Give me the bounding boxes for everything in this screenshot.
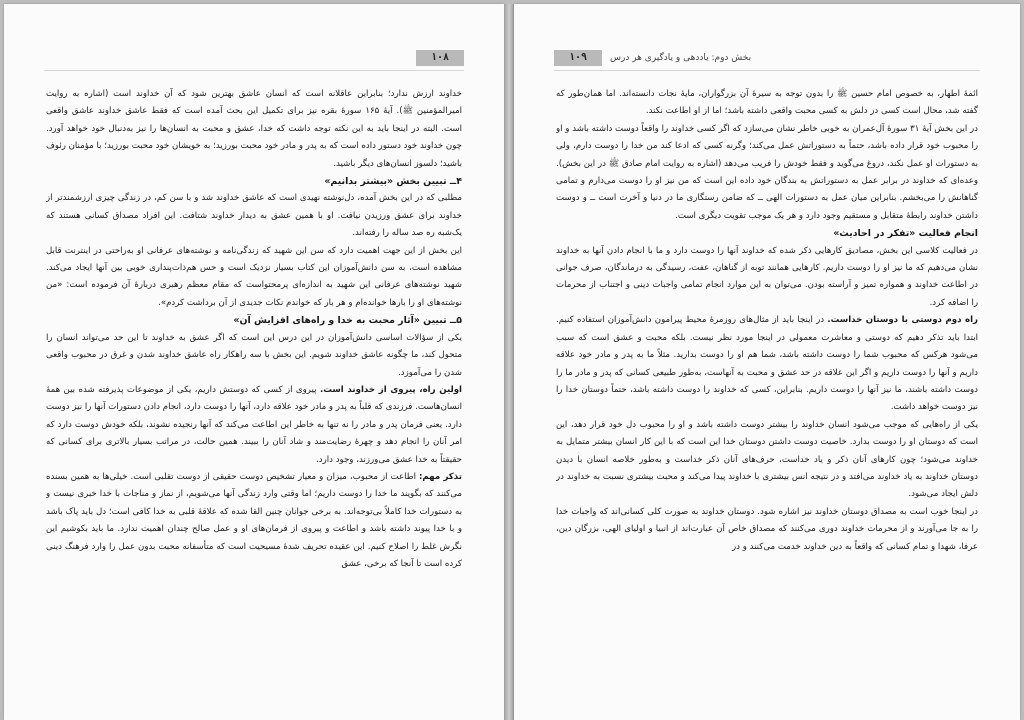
paragraph-text: خداوند ارزش ندارد؛ بنابراین عاقلانه است که انسان عاشق بهترین شود که آن خداوند است (اشاره به روایت امیرالمؤمنین ﷺ). آیهٔ ۱۶۵ سورهٔ بقره نیز برای تکمیل این بحث آمده است که فقط عاشق خداوند عاشق واقعی است. البته در اینجا باید به این نکته توجه داشت که خدا، عشق و محبت به انسان‌ها را نیز به‌دنبال خود خواهد آورد. چون خداوند خود دستور داده است که به پدر و مادر خود محبت بورزید؛ به خویشان خود محبت بورزید؛ با مؤمنان رئوف باشید؛ دلسوز انسان‌های دیگر باشید. [46, 89, 462, 169]
section-heading: ۵ــ تبیین «آثار محبت به خدا و راه‌های افزایش آن» [233, 315, 462, 327]
paragraph [556, 86, 978, 121]
paragraph-text: اطاعت از محبوب، میزان و معیار تشخیص دوست حقیقی از دوست تقلبی است. خیلی‌ها به همین بسنده می‌کنند که بگویند ما خدا را دوست داریم؛ اما وقتی وارد زندگی آنها می‌شویم، از نماز و مناجات با خدا خبری نیست و به دستورات خدا کاملاً بی‌توجه‌اند. به برخی جوانان چنین القا شده که علاقهٔ قلبی به خدا کافی است؛ دل باید پاک باشد و با خدا پیوند داشته باشد و اطاعت و پیروی از فرمان‌های او و عمل صالح چندان اهمیت ندارد. ما باید بکوشیم این نگرش غلط را اصلاح کنیم. این عقیده تحریف شدهٔ مسیحیت است که متأسفانه محبت بدون عمل را وارد فرهنگ دینی کرده است تا آنجا که برخی، عشق [46, 471, 462, 569]
paragraph [556, 417, 978, 504]
paragraph [46, 243, 462, 313]
paragraph [46, 469, 462, 573]
right-page-body [556, 86, 978, 710]
left-page-header [44, 50, 464, 71]
running-head: بخش دوم: یاددهی و یادگیری هر درس [610, 53, 752, 63]
section-heading: ۴ــ تبیین بخش «بیشتر بدانیم» [324, 176, 462, 188]
paragraph-text: ائمهٔ اطهار، به خصوص امام حسین ﷺ را بدون توجه به سیرهٔ آن بزرگواران، مایهٔ نجات دانسته‌اند. اما همان‌طور که گفته شد، محال است کسی در دلش به کسی محبت واقعی داشته باشد؛ اما از او اطاعت نکند. [556, 89, 978, 117]
paragraph [46, 190, 462, 242]
right-page [514, 4, 1020, 720]
paragraph-text: یکی از سؤالات اساسی دانش‌آموزان در این درس این است که اگر عشق به خداوند تا این حد می‌تواند انسان را متحول کند، ما چگونه عاشق خداوند شویم. این بخش با سه راهکار راه عاشق خداوند شدن و غرق در محبوب واقعی شدن را می‌آموزد. [46, 332, 462, 378]
paragraph [46, 330, 462, 382]
paragraph-text: این بخش از این جهت اهمیت دارد که سن این شهید که زندگی‌نامه و نوشته‌های عرفانی او به‌راحتی در اینترنت قابل مشاهده است، به سن دانش‌آموزان این کتاب بسیار نزدیک است و حس هم‌ذات‌پنداری خوبی بین آنها ایجاد می‌کند. شهید نوشته‌های عرفانی این شهید به اندازه‌ای پرمحتواست که مقام معظم رهبری دربارهٔ آن فرموده است: «من نوشته‌های او را بارها خوانده‌ام و هر بار که خواندم نکات جدیدی از آن برداشت کردم». [46, 245, 462, 308]
paragraph-lead: راه دوم دوستی با دوستان خداست. [827, 315, 978, 326]
left-page-body [46, 86, 462, 710]
paragraph-text: در فعالیت کلاسی این بخش، مصادیق کارهایی ذکر شده که خداوند آنها را دوست دارد و ما با انجام دادن آنها به خداوند نشان می‌دهیم که ما نیز او را دوست داریم. کارهایی همانند توبه از گناهان، عفت، رسیدگی به درماندگان، صرف جوانی در اطاعت خداوند و همواره تمیز و آراسته بودن. می‌توان به این موارد انجام تمامی واجبات دینی و اجتناب از محرمات را اضافه کرد. [556, 245, 978, 308]
left-page-number: ۱۰۸ [416, 50, 464, 66]
right-page-header [554, 50, 980, 71]
paragraph [556, 312, 978, 416]
left-page [4, 4, 504, 720]
paragraph-text: در اینجا باید از مثال‌های روزمرهٔ محیط پیرامون دانش‌آموزان استفاده کنیم. ابتدا باید تذکر دهیم که دوستی و معاشرت معمولی در اینجا مورد نظر نیست. بلکه محبت و عشق است که سبب می‌شود هرکس که محبوب شما را دوست داشته باشد، شما هم او را دوست بدارید. مثلاً ما به پدر و مادر خود علاقه داریم و آنها را دوست داریم و اگر این علاقه در حد عشق و محبت به آنهاست، به‌طور طبیعی کسانی که پدر و مادر ما را دوست داشته باشند، ما نیز آنها را دوست داریم. بنابراین، کسی که خداوند را دوست داشته باشد، حتماً دوستان خدا را نیز دوست خواهد داشت. [556, 315, 978, 413]
paragraph-text: یکی از راه‌هایی که موجب می‌شود انسان خداوند را بیشتر دوست داشته باشد و او را محبوب دل خود قرار دهد، این است که دوستان او را دوست بدارد. خاصیت دوست داشتن دوستان خدا این است که با این کار انسان بیشتر متمایل به خداوند می‌شود؛ چون کارهای آنان ذکر و یاد خداست، حرف‌های آنان ذکر خداست و به‌طور خلاصه انسان با دیدن دوستان خداوند به یاد خداوند می‌افتد و در نتیجه انس بیشتری با خداوند پیدا می‌کند و محبت بیشتری نسبت به خداوند در دلش ایجاد می‌شود. [556, 419, 978, 500]
paragraph [46, 382, 462, 469]
paragraph-text: در این بخش آیهٔ ۳۱ سورهٔ آل‌عمران به خوبی خاطر نشان می‌سازد که اگر کسی خداوند را واقعاً دوست داشته باشد و او را محبوب خود قرار داده باشد، حتماً به دستوراتش عمل می‌کند؛ وگرنه کسی که ادعا کند من خدا را دوست دارم، ولی به دستورات او عمل نکند، دروغ می‌گوید و فقط خودش را فریب می‌دهد (اشاره به روایت امام صادق ﷺ در این بخش). وعده‌ای که خداوند در برابر عمل به دستوراتش به بندگان خود داده این است که من نیز او را دوست می‌دارم و تمامی گناهانش را می‌بخشم. بنابراین میان عمل به دستورات الهی ــ که ضامن رستگاری ما در دنیا و آخرت است ــ و دوست داشتن خداوند رابطهٔ متقابل و مستقیم وجود دارد و هر یک موجب تقویت دیگری است. [556, 123, 978, 221]
right-page-number: ۱۰۹ [554, 50, 602, 66]
paragraph-lead: اولین راه، پیروی از خداوند است. [319, 384, 462, 395]
paragraph [556, 243, 978, 313]
paragraph-text: پیروی از کسی که دوستش داریم، یکی از موضوعات پذیرفته شده بین همهٔ انسان‌هاست. فرزندی که قلباً به پدر و مادر خود علاقه دارد، آنها را دوست دارد، انجام دادن دستورات آنها را نیز دوست دارد. یعنی فرمان پدر و مادر را نه تنها به خاطر این اطاعت می‌کند که آنها رنجیده نشوند، بلکه خودش دوست دارد که امر آنان را انجام دهد و چهرهٔ رضایت‌مند و شاد آنان را ببیند. همین حالت، در مراتب بسیار بالاتری برای کسانی که حقیقتاً به خدا عشق می‌ورزند، وجود دارد. [46, 384, 462, 465]
paragraph [556, 121, 978, 225]
section-heading: انجام فعالیت «تفکر در احادیث» [833, 228, 978, 240]
book-gutter [504, 4, 514, 720]
paragraph-text: مطلبی که در این بخش آمده، دل‌نوشته نهیدی است که عاشق خداوند شد و با سن کم، در زندگی چیزی ارزشمندتر از خداوند برای عشق ورزیدن نیافت. او با همین عشق به دیدار خداوند شتافت. این افراد مصداق کسانی هستند که یک‌شبه ره صد ساله را رفته‌اند. [46, 193, 462, 239]
paragraph [46, 86, 462, 173]
paragraph-text: در اینجا خوب است به مصداق دوستان خداوند نیز اشاره شود. دوستان خداوند به صورت کلی کسانی‌اند که واجبات خدا را به جا می‌آورند و از محرمات خداوند دوری می‌کنند که مصداق خاص آن عبارت‌اند از انبیا و اولیای الهی، بزرگان دین، عرفا، شهدا و تمام کسانی که واقعاً به دین خداوند خدمت می‌کنند و در [556, 506, 978, 552]
paragraph [556, 504, 978, 556]
paragraph-lead: تذکر مهم: [419, 471, 462, 482]
